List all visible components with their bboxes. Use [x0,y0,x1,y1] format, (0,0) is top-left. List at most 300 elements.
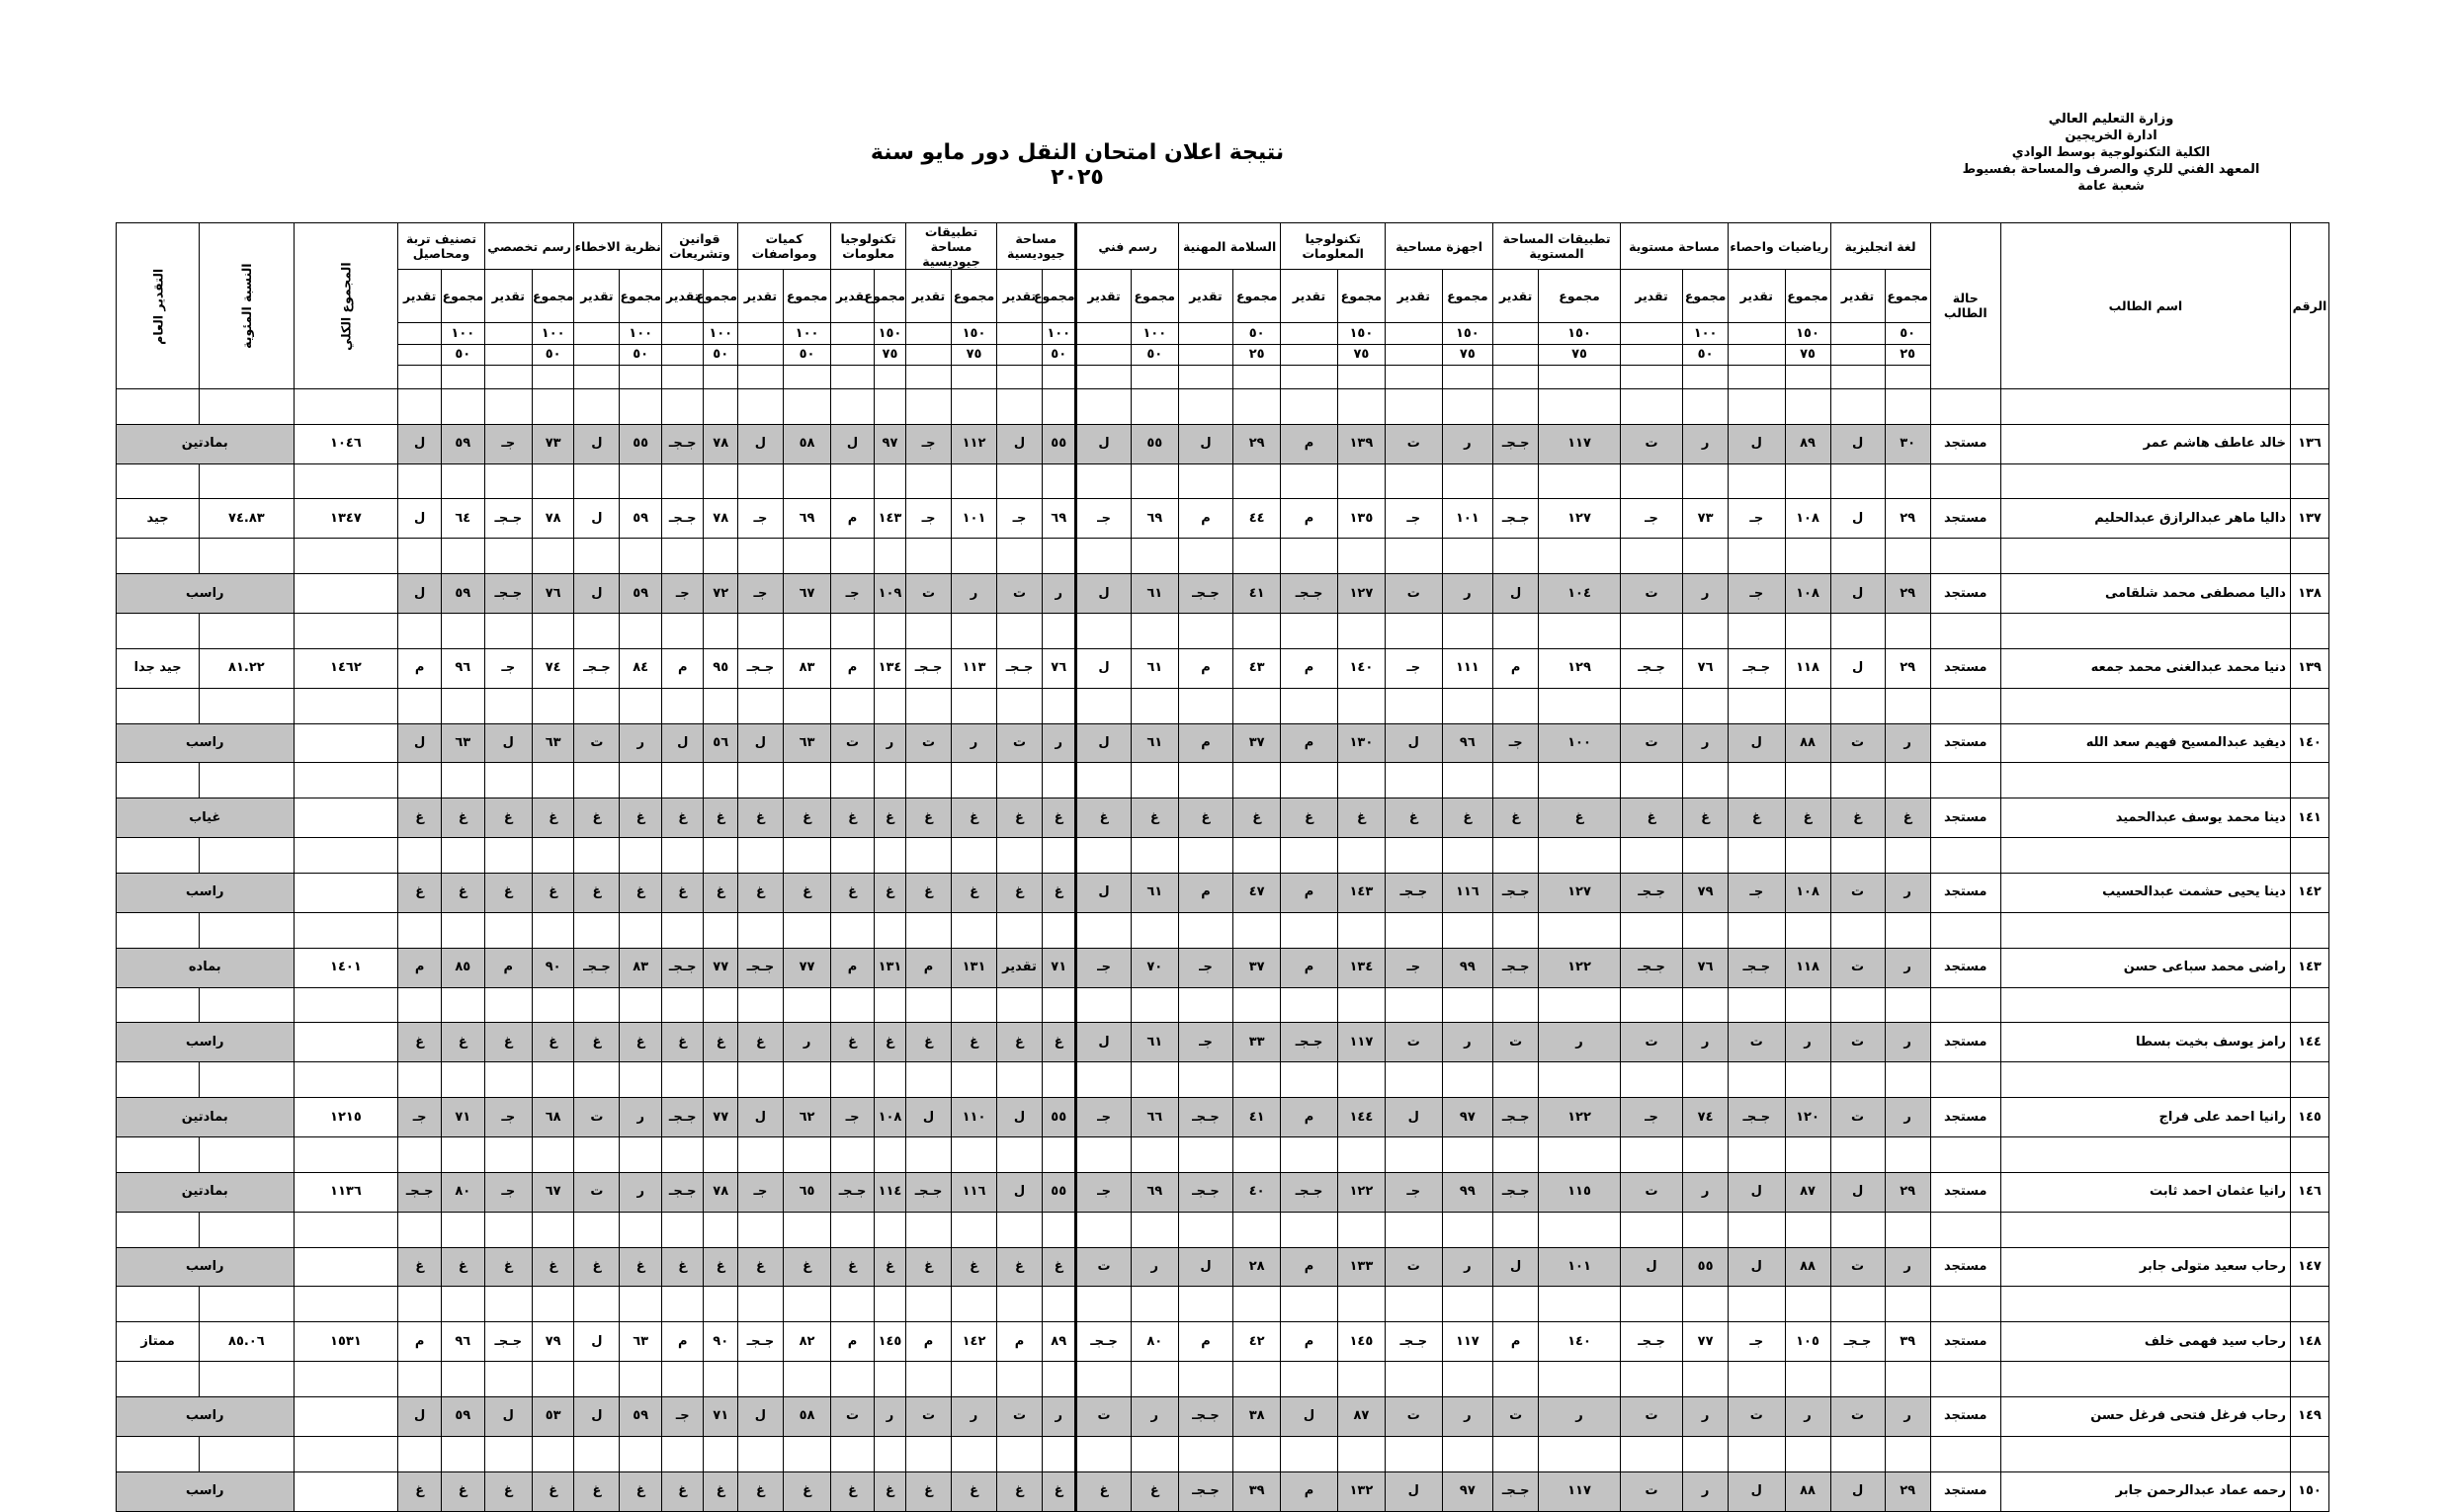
spacer-cell [1178,388,1232,424]
subject-score: ٨٣ [620,948,662,987]
subject-score: غ [620,1471,662,1511]
subject-score: ٢٩ [1233,424,1281,463]
spacer-cell [1930,912,2000,948]
subject-score: غ [874,1023,905,1062]
spacer-cell [1885,463,1930,499]
spacer-cell [661,838,704,874]
spacer-cell [1131,1137,1178,1173]
subject-score: ١١٨ [1785,948,1830,987]
spacer-cell [783,613,830,648]
subject-grade: م [1178,648,1232,688]
min-mark-blank [398,344,442,365]
spacer-cell [484,1137,532,1173]
spacer-cell [1076,1287,1131,1322]
subject-grade: ل [1076,648,1131,688]
header-name: اسم الطالب [2000,223,2290,389]
subject-header: كميات ومواصفات [737,223,830,270]
spacer-cell [906,1137,952,1173]
subject-grade: غ [398,873,442,912]
subject-grade: م [1178,873,1232,912]
subject-grade: جـجـ [1493,499,1539,539]
spacer-cell [1885,1287,1930,1322]
spacer-cell [1539,987,1621,1023]
table-row [117,948,2329,987]
spacer-cell [737,463,783,499]
subject-grade: ل [484,723,532,763]
student-number: ١٤٥ [2290,1098,2328,1137]
spacer-cell [737,1137,783,1173]
subject-score: ٩٠ [532,948,574,987]
spacer-cell [906,688,952,723]
sum-label: مجموع [1442,270,1493,323]
spacer-cell [1042,613,1075,648]
spacer-cell [441,763,484,798]
spacer-cell [532,463,574,499]
spacer-cell [574,987,620,1023]
student-status: مستجد [1930,424,2000,463]
subject-grade: تقدير [997,948,1043,987]
subject-score: غ [1042,873,1075,912]
subject-score: ١٠٨ [1785,499,1830,539]
spacer-cell [1131,763,1178,798]
spacer-cell [200,912,294,948]
subject-grade: ل [398,1396,442,1436]
spacer-cell [484,1362,532,1397]
subject-grade: جـ [1386,1172,1442,1212]
spacer-cell [1442,838,1493,874]
spacer-cell [906,1062,952,1098]
spacer-cell [620,763,662,798]
spacer-cell [484,388,532,424]
min-mark-blank [1830,344,1885,365]
spacer-cell [1131,388,1178,424]
subject-score: ر [1442,1247,1493,1287]
spacer-cell [1076,1062,1131,1098]
page-title: نتيجة اعلان امتحان النقل دور مايو سنة ٢٠٢٥ [870,140,1285,190]
subject-grade: م [1281,873,1337,912]
spacer-cell [2290,1137,2328,1173]
spacer-cell [661,1287,704,1322]
spacer-cell [783,388,830,424]
spacer-cell [1442,1062,1493,1098]
subject-grade: غ [661,1471,704,1511]
subject-grade: ل [1830,424,1885,463]
subject-grade: غ [574,798,620,838]
subject-score: ر [1442,1023,1493,1062]
spacer-cell [1729,987,1785,1023]
subject-grade: جـ [661,574,704,614]
spacer-cell [661,987,704,1023]
subject-score: ٩٧ [874,424,905,463]
blank-cell [1281,366,1337,389]
spacer-cell [620,987,662,1023]
spacer-cell [704,1287,737,1322]
subject-grade: ل [1830,499,1885,539]
table-row [117,798,2329,838]
subject-score: ٤١ [1233,574,1281,614]
student-name: رامز يوسف بخيت بسطا [2000,1023,2290,1062]
subject-grade: جـجـ [398,1172,442,1212]
subject-grade: جـجـ [1620,1322,1682,1362]
spacer-cell [1178,539,1232,574]
spacer-cell [1337,763,1385,798]
subject-score: ٩٩ [1442,1172,1493,1212]
spacer-cell [952,912,997,948]
spacer-cell [2290,1362,2328,1397]
spacer-cell [1076,838,1131,874]
subject-grade: م [831,1322,875,1362]
student-number: ١٤٠ [2290,723,2328,763]
spacer-cell [1885,763,1930,798]
subject-grade: ت [1386,424,1442,463]
spacer-cell [1131,463,1178,499]
spacer-cell [1386,838,1442,874]
subject-score: ٩٦ [441,648,484,688]
subject-score: ر [1683,1172,1729,1212]
spacer-cell [1683,1212,1729,1247]
subject-grade: ت [1620,574,1682,614]
subject-grade: ل [1729,1172,1785,1212]
spacer-cell [1930,763,2000,798]
spacer-cell [906,463,952,499]
spacer-cell [1042,1062,1075,1098]
spacer-cell [661,1062,704,1098]
subject-grade: غ [484,873,532,912]
spacer-cell [1620,1362,1682,1397]
student-name: ديفيد عبدالمسيح فهيم سعد الله [2000,723,2290,763]
spacer-cell [1386,688,1442,723]
spacer-cell [398,838,442,874]
grade-label: تقدير [997,270,1043,323]
spacer-cell [1076,1362,1131,1397]
subject-score: ٩٠ [704,1322,737,1362]
subject-grade: جـجـ [661,499,704,539]
spacer-cell [1830,763,1885,798]
spacer-cell [200,1212,294,1247]
subject-grade: ل [737,723,783,763]
spacer-cell [906,613,952,648]
spacer-cell [532,1212,574,1247]
spacer-cell [783,1287,830,1322]
spacer-cell [1830,1062,1885,1098]
subject-score: ٧٩ [1683,873,1729,912]
blank-cell [1785,366,1830,389]
spacer-cell [1233,1436,1281,1471]
spacer-cell [2000,1287,2290,1322]
subject-grade: جـ [1076,948,1131,987]
subject-score: ر [1885,873,1930,912]
spacer-cell [1785,1362,1830,1397]
spacer-cell [2000,388,2290,424]
spacer-cell [574,838,620,874]
subject-grade: ل [574,499,620,539]
spacer-cell [952,1287,997,1322]
subject-score: غ [952,1471,997,1511]
subject-grade: م [1281,1098,1337,1137]
college-name: الكلية التكنولوجية بوسط الوادي [2011,145,2211,160]
subject-score: ٩٦ [1442,723,1493,763]
subject-grade: ل [1729,1471,1785,1511]
spacer-cell [1539,912,1621,948]
student-number: ١٤١ [2290,798,2328,838]
min-mark: ٧٥ [874,344,905,365]
subject-score: ٣٩ [1233,1471,1281,1511]
spacer-cell [200,688,294,723]
subject-grade: جـجـ [1386,1322,1442,1362]
subject-grade: ت [831,1396,875,1436]
spacer-cell [783,1212,830,1247]
subject-score: ١٣٥ [1337,499,1385,539]
subject-score: ١٣٠ [1337,723,1385,763]
subject-score: ٢٩ [1885,1172,1930,1212]
spacer-cell [1442,912,1493,948]
spacer-cell [1233,987,1281,1023]
spacer-cell [874,463,905,499]
spacer-cell [1885,388,1930,424]
spacer-cell [200,1137,294,1173]
subject-grade: ل [1386,1098,1442,1137]
grade-label: تقدير [398,270,442,323]
subject-grade: غ [906,798,952,838]
subject-score: ١٢٢ [1539,948,1621,987]
spacer-cell [1076,688,1131,723]
subject-score: ٥٥ [1683,1247,1729,1287]
spacer-cell [952,388,997,424]
table-row [117,499,2329,539]
spacer-cell [1281,987,1337,1023]
subject-score: ٨٠ [441,1172,484,1212]
max-mark: ١٠٠ [1131,323,1178,344]
spacer-cell [484,987,532,1023]
subject-score: غ [441,798,484,838]
subject-grade: جـجـ [1620,648,1682,688]
spacer-cell [1131,912,1178,948]
min-mark-blank [1281,344,1337,365]
spacer-cell [1337,463,1385,499]
subject-grade: ت [1620,1471,1682,1511]
spacer-cell [484,539,532,574]
spacer-cell [1785,613,1830,648]
min-mark-blank [1386,344,1442,365]
subject-grade: ت [1830,723,1885,763]
blank-cell [574,366,620,389]
subject-grade: غ [906,1023,952,1062]
min-mark-blank [906,344,952,365]
subject-grade: جـ [906,499,952,539]
subject-grade: جـ [1729,1322,1785,1362]
spacer-cell [1233,463,1281,499]
subject-grade: ت [1620,1396,1682,1436]
max-mark-blank [997,323,1043,344]
spacer-cell [620,912,662,948]
spacer-cell [1076,1436,1131,1471]
spacer-cell [704,987,737,1023]
subject-grade: ت [1830,1098,1885,1137]
subject-score: ر [1885,948,1930,987]
subject-score: ١٠٤ [1539,574,1621,614]
spacer-cell [737,1212,783,1247]
subject-score: ٦٩ [1042,499,1075,539]
subject-grade: ل [1830,648,1885,688]
total-score [294,1023,398,1062]
spacer-cell [574,613,620,648]
grade-label: تقدير [737,270,783,323]
subject-grade: غ [997,873,1043,912]
subject-grade: غ [1076,798,1131,838]
grade-label: تقدير [1620,270,1682,323]
max-mark: ١٥٠ [1442,323,1493,344]
spacer-cell [398,539,442,574]
subject-grade: غ [1386,798,1442,838]
spacer-cell [294,688,398,723]
spacer-cell [1493,838,1539,874]
subject-score: ١٤٥ [874,1322,905,1362]
spacer-cell [1076,463,1131,499]
sum-label: مجموع [952,270,997,323]
subject-grade: غ [574,1247,620,1287]
table-row [117,1471,2329,1511]
spacer-cell [1885,1137,1930,1173]
subject-score: ٦٧ [783,574,830,614]
spacer-cell [398,613,442,648]
institute-name: المعهد الفني للري والصرف والمساحة بفسيوط [1962,162,2260,177]
spacer-cell [620,463,662,499]
sum-label: مجموع [874,270,905,323]
student-status: مستجد [1930,1322,2000,1362]
spacer-cell [1830,463,1885,499]
subject-header: رسم تخصصي [484,223,574,270]
spacer-cell [1785,539,1830,574]
subject-grade: ت [1830,948,1885,987]
student-number: ١٤٣ [2290,948,2328,987]
subject-header: تكنولوجيا المعلومات [1281,223,1386,270]
subject-grade: م [398,1322,442,1362]
subject-grade: ت [1729,1023,1785,1062]
subject-grade: جـجـ [1386,873,1442,912]
subject-score: ٦٦ [1131,1098,1178,1137]
spacer-cell [532,912,574,948]
overall-result: بمادتين [117,1098,295,1137]
table-row [117,1322,2329,1362]
subject-score: ٧٨ [704,499,737,539]
subject-score: ٥٩ [620,499,662,539]
spacer-cell [117,1062,200,1098]
subject-score: ١١٦ [952,1172,997,1212]
subject-grade: ل [1620,1247,1682,1287]
blank-cell [1729,366,1785,389]
spacer-cell [441,539,484,574]
spacer-cell [704,1436,737,1471]
max-mark-blank [906,323,952,344]
spacer-cell [952,838,997,874]
spacer-cell [1281,1436,1337,1471]
spacer-cell [1830,688,1885,723]
table-row [117,1172,2329,1212]
table-row [117,648,2329,688]
spacer-cell [952,1436,997,1471]
subject-score: ١٤٠ [1539,1322,1621,1362]
spacer-cell [1493,763,1539,798]
table-row [117,574,2329,614]
max-mark-blank [484,323,532,344]
spacer-cell [1233,1287,1281,1322]
subject-grade: جـ [1076,499,1131,539]
spacer-cell [661,763,704,798]
subject-score: ٦٨ [532,1098,574,1137]
spacer-cell [574,912,620,948]
spacer-cell [1539,1436,1621,1471]
spacer-cell [1729,912,1785,948]
spacer-cell [874,838,905,874]
subject-grade: جـجـ [484,1322,532,1362]
subject-score: ٦٩ [783,499,830,539]
total-score [294,1396,398,1436]
spacer-cell [1830,1362,1885,1397]
spacer-cell [1386,1062,1442,1098]
student-number: ١٤٩ [2290,1396,2328,1436]
subject-grade: ل [1729,424,1785,463]
max-mark-blank [1076,323,1131,344]
subject-grade: ت [1076,1247,1131,1287]
student-status: مستجد [1930,948,2000,987]
spacer-cell [398,912,442,948]
spacer-cell [906,763,952,798]
subject-score: ١١٢ [952,424,997,463]
subject-score: غ [952,798,997,838]
spacer-cell [952,763,997,798]
subject-score: ١٠١ [1442,499,1493,539]
total-score [294,574,398,614]
student-name: رحمه عماد عبدالرحمن جابر [2000,1471,2290,1511]
subject-grade: جـ [831,1098,875,1137]
overall-result: راسب [117,1471,295,1511]
subject-grade: غ [997,798,1043,838]
spacer-cell [1281,1362,1337,1397]
subject-score: ١٠٩ [874,574,905,614]
spacer-cell [997,688,1043,723]
spacer-cell [1930,987,2000,1023]
subject-score: غ [1131,1471,1178,1511]
subject-grade: ت [997,723,1043,763]
subject-score: ٧٣ [1683,499,1729,539]
subject-grade: ت [1386,1023,1442,1062]
institution-header [1903,111,2319,195]
max-mark: ١٥٠ [1337,323,1385,344]
subject-grade: غ [737,1023,783,1062]
subject-grade: غ [737,1471,783,1511]
spacer-cell [2000,463,2290,499]
spacer-cell [1729,539,1785,574]
spacer-cell [906,838,952,874]
subject-score: ١٠٨ [874,1098,905,1137]
sum-label: مجموع [783,270,830,323]
subject-score: ر [1885,1023,1930,1062]
grade-label: تقدير [1493,270,1539,323]
subject-score: ٢٩ [1885,574,1930,614]
spacer-cell [441,1212,484,1247]
subject-score: غ [620,1023,662,1062]
subject-grade: م [997,1322,1043,1362]
spacer-cell [1337,1287,1385,1322]
subject-header: تطبيقات مساحة جيوديسية [906,223,997,270]
spacer-cell [1930,688,2000,723]
spacer-cell [1493,1362,1539,1397]
student-name: خالد عاطف هاشم عمر [2000,424,2290,463]
subject-score: ٩٩ [1442,948,1493,987]
spacer-cell [532,763,574,798]
spacer-cell [783,838,830,874]
spacer-cell [1785,1287,1830,1322]
